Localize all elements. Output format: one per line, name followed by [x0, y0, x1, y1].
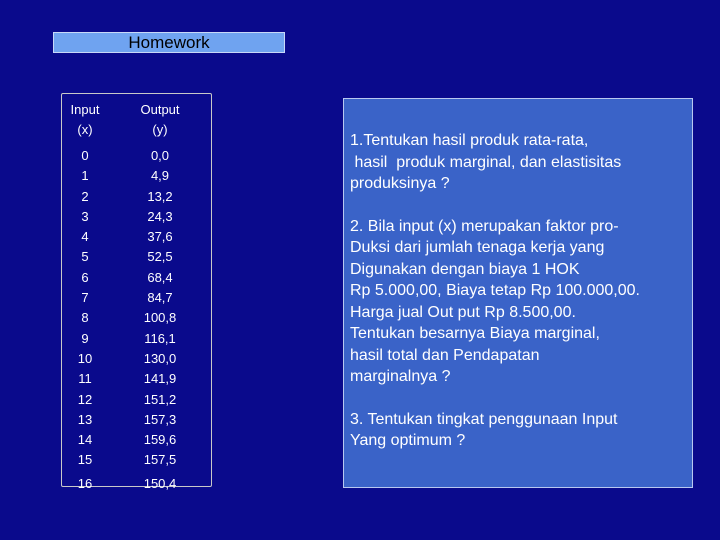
output-value-cell: 157,3 — [143, 411, 177, 427]
question-line: hasil produk marginal, dan elastisitas — [350, 153, 622, 171]
input-value-cell: 13 — [77, 411, 93, 427]
question-line: Rp 5.000,00, Biaya tetap Rp 100.000,00. — [350, 282, 640, 299]
question-2 — [350, 216, 684, 388]
question-line: Duksi dari jumlah tenaga kerja yang — [350, 239, 605, 256]
question-line: produksinya ? — [350, 175, 450, 192]
input-value-cell: 15 — [77, 452, 93, 468]
question-box — [343, 98, 693, 488]
question-line: Harga jual Out put Rp 8.500,00. — [350, 303, 576, 321]
output-value-cell: 157,5 — [143, 452, 177, 468]
input-value-cell: 2 — [81, 188, 89, 204]
input-value-cell: 11 — [78, 371, 92, 387]
input-output-table — [61, 93, 212, 491]
question-line: Yang optimum ? — [350, 432, 466, 449]
question-line: marginalnya ? — [350, 368, 451, 385]
input-value-cell: 0 — [81, 148, 89, 163]
input-value-cell: 10 — [77, 350, 93, 366]
output-value-cell: 68,4 — [147, 269, 173, 285]
input-value-cell: 4 — [81, 229, 89, 245]
input-header-line: (x) — [77, 122, 93, 137]
question-3 — [350, 409, 684, 452]
input-value-cell: 7 — [81, 290, 89, 306]
input-value-cell: 5 — [81, 249, 89, 265]
output-value-cell: 159,6 — [143, 432, 177, 448]
input-value-cell: 16 — [77, 475, 93, 491]
question-line: Digunakan dengan biaya 1 HOK — [350, 260, 580, 278]
input-value-cell: 3 — [81, 208, 89, 224]
output-value-cell: 84,7 — [147, 290, 173, 306]
output-value-cell: 13,2 — [147, 188, 173, 204]
output-value-cell: 52,5 — [147, 249, 173, 265]
question-line: 2. Bila input (x) merupakan faktor pro- — [350, 217, 619, 235]
output-value-cell: 4,9 — [150, 168, 170, 184]
question-line: 1.Tentukan hasil produk rata-rata, — [350, 132, 589, 149]
output-value-cell: 37,6 — [147, 229, 173, 245]
question-1 — [350, 130, 684, 195]
output-column-header — [112, 100, 208, 140]
input-value-cell: 12 — [77, 391, 93, 407]
output-values — [112, 146, 208, 494]
input-value-cell: 9 — [81, 330, 89, 346]
input-header-line: Input — [70, 102, 100, 117]
output-header-line: (y) — [152, 122, 168, 137]
homework-title: Homework — [53, 32, 285, 53]
output-value-cell: 151,2 — [143, 391, 177, 407]
question-line: Tentukan besarnya Biaya marginal, — [350, 325, 600, 342]
output-value-cell: 24,3 — [147, 208, 173, 224]
input-value-cell: 8 — [81, 310, 89, 326]
input-column-header — [62, 100, 108, 140]
output-value-cell: 141,9 — [143, 371, 177, 387]
output-value-cell: 0,0 — [150, 148, 170, 163]
output-value-cell: 116,1 — [144, 330, 176, 346]
output-value-cell: 100,8 — [143, 310, 177, 326]
input-value-cell: 1 — [81, 168, 89, 184]
input-values — [62, 146, 108, 494]
input-value-cell: 14 — [77, 432, 93, 448]
question-line: 3. Tentukan tingkat penggunaan Input — [350, 410, 618, 428]
output-value-cell: 150,4 — [143, 475, 177, 491]
output-value-cell: 130,0 — [143, 350, 177, 366]
output-header-line: Output — [140, 102, 180, 117]
question-line: hasil total dan Pendapatan — [350, 346, 540, 364]
input-value-cell: 6 — [81, 269, 89, 285]
